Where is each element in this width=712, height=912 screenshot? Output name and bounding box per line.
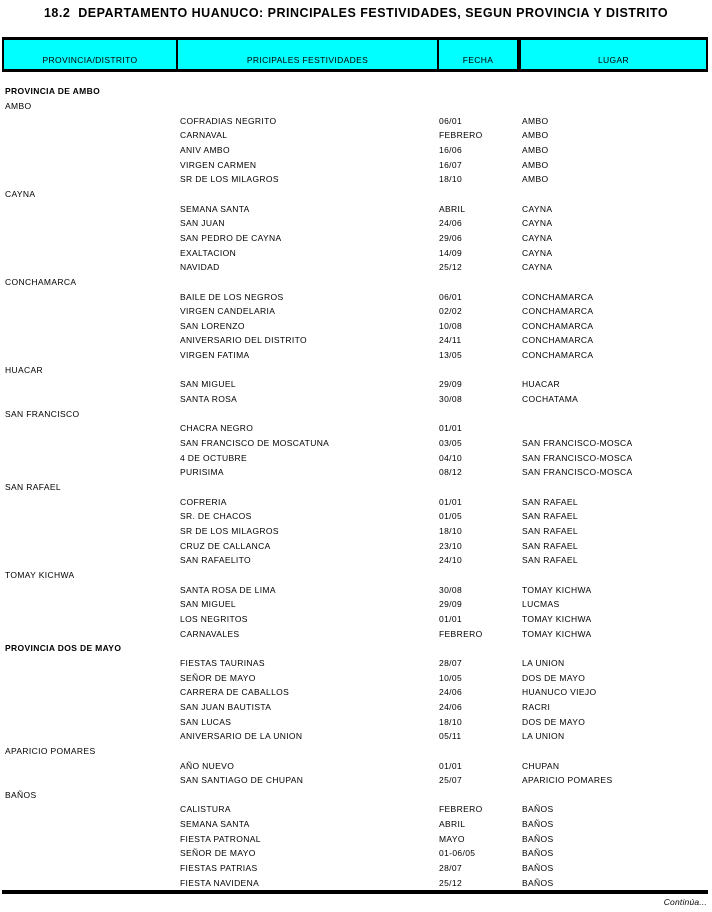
lugar-cell: AMBO [522, 115, 549, 126]
province-row [2, 641, 708, 656]
fecha-cell: FEBRERO [439, 628, 483, 639]
column-header-fecha: FECHA [439, 40, 521, 69]
festividad-cell: VIRGEN CANDELARIA [180, 306, 276, 317]
fecha-cell: 29/09 [439, 379, 463, 390]
festividad-cell: ANIVERSARIO DE LA UNION [180, 731, 303, 742]
fecha-cell: 18/10 [439, 716, 463, 727]
festival-row [2, 509, 708, 524]
column-header-lugar: LUGAR [597, 55, 630, 65]
lugar-cell: CAYNA [522, 203, 553, 214]
lugar-cell: SAN RAFAEL [522, 496, 578, 507]
lugar-cell: COCHATAMA [522, 394, 579, 405]
festividad-cell: 4 DE OCTUBRE [180, 452, 248, 463]
fecha-cell: 24/06 [439, 701, 463, 712]
lugar-cell: AMBO [522, 174, 549, 185]
lugar-cell: LA UNION [522, 657, 565, 668]
district-row [2, 480, 708, 495]
lugar-cell: BAÑOS [522, 877, 554, 888]
fecha-cell: MAYO [439, 833, 465, 844]
province-name: PROVINCIA DOS DE MAYO [5, 643, 122, 654]
district-name: TOMAY KICHWA [5, 569, 75, 580]
festival-row [2, 817, 708, 832]
festividad-cell: LOS NEGRITOS [180, 613, 248, 624]
festival-row [2, 597, 708, 612]
lugar-cell: CAYNA [522, 247, 553, 258]
district-row [2, 187, 708, 202]
festividad-cell: FIESTA PATRONAL [180, 833, 261, 844]
district-row [2, 406, 708, 421]
festividad-cell: SR. DE CHACOS [180, 511, 252, 522]
lugar-cell: CHUPAN [522, 760, 560, 771]
festival-row [2, 861, 708, 876]
district-row [2, 788, 708, 803]
lugar-cell: SAN FRANCISCO-MOSCA [522, 438, 633, 449]
lugar-cell: BAÑOS [522, 804, 554, 815]
lugar-cell: CONCHAMARCA [522, 291, 594, 302]
festividad-cell: SR DE LOS MILAGROS [180, 526, 279, 537]
district-name: CONCHAMARCA [5, 276, 77, 287]
fecha-cell: 25/12 [439, 877, 463, 888]
lugar-cell: SAN FRANCISCO-MOSCA [522, 452, 633, 463]
festival-row [2, 758, 708, 773]
fecha-cell: 25/12 [439, 262, 463, 273]
festival-row [2, 172, 708, 187]
lugar-cell: DOS DE MAYO [522, 672, 586, 683]
district-name: CAYNA [5, 188, 36, 199]
fecha-cell: FEBRERO [439, 804, 483, 815]
fecha-cell: 04/10 [439, 452, 463, 463]
table-bottom-border [2, 890, 708, 894]
district-row [2, 568, 708, 583]
lugar-cell: BAÑOS [522, 819, 554, 830]
fecha-cell: 10/08 [439, 320, 463, 331]
festividad-cell: SEMANA SANTA [180, 819, 250, 830]
fecha-cell: 01/01 [439, 760, 463, 771]
festividad-cell: COFRADIAS NEGRITO [180, 115, 277, 126]
festival-row [2, 157, 708, 172]
lugar-cell: SAN RAFAEL [522, 526, 578, 537]
lugar-cell: BAÑOS [522, 848, 554, 859]
lugar-cell: SAN RAFAEL [522, 555, 578, 566]
festival-row [2, 319, 708, 334]
festival-row [2, 875, 708, 890]
festividad-cell: ANIVERSARIO DEL DISTRITO [180, 335, 307, 346]
fecha-cell: 01/05 [439, 511, 463, 522]
festividad-cell: SAN RAFAELITO [180, 555, 251, 566]
lugar-cell: BAÑOS [522, 863, 554, 874]
district-name: HUACAR [5, 364, 43, 375]
lugar-cell: HUANUCO VIEJO [522, 687, 597, 698]
festividad-cell: CHACRA NEGRO [180, 423, 254, 434]
continua-note: Continúa... [663, 897, 707, 907]
fecha-cell: 14/09 [439, 247, 463, 258]
district-row [2, 99, 708, 114]
fecha-cell: 24/06 [439, 218, 463, 229]
festividad-cell: COFRERIA [180, 496, 227, 507]
lugar-cell: CAYNA [522, 262, 553, 273]
lugar-cell: APARICIO POMARES [522, 775, 613, 786]
fecha-cell: 01-06/05 [439, 848, 476, 859]
festividad-cell: CARNAVALES [180, 628, 240, 639]
lugar-cell: TOMAY KICHWA [522, 613, 592, 624]
festividad-cell: SR DE LOS MILAGROS [180, 174, 279, 185]
column-header-provincia-distrito: PROVINCIA/DISTRITO [4, 40, 178, 69]
district-row [2, 744, 708, 759]
fecha-cell: 10/05 [439, 672, 463, 683]
festividad-cell: SAN PEDRO DE CAYNA [180, 232, 282, 243]
festival-row [2, 524, 708, 539]
festividad-cell: EXALTACION [180, 247, 237, 258]
festival-row [2, 846, 708, 861]
festividad-cell: PURISIMA [180, 467, 224, 478]
fecha-cell: FEBRERO [439, 130, 483, 141]
festividad-cell: SAN LUCAS [180, 716, 232, 727]
festival-row [2, 245, 708, 260]
fecha-cell: 30/08 [439, 394, 463, 405]
festival-row [2, 128, 708, 143]
district-name: SAN FRANCISCO [5, 408, 80, 419]
festividad-cell: CALISTURA [180, 804, 231, 815]
fecha-cell: 24/11 [439, 335, 462, 346]
fecha-cell: 01/01 [439, 613, 463, 624]
festividad-cell: CRUZ DE CALLANCA [180, 540, 271, 551]
lugar-cell: TOMAY KICHWA [522, 628, 592, 639]
province-row [2, 84, 708, 99]
festividad-cell: SEÑOR DE MAYO [180, 848, 256, 859]
festividad-cell: SAN FRANCISCO DE MOSCATUNA [180, 438, 330, 449]
lugar-cell: SAN RAFAEL [522, 511, 578, 522]
lugar-cell: RACRI [522, 701, 551, 712]
festividad-cell: SAN JUAN [180, 218, 225, 229]
festival-row [2, 231, 708, 246]
festival-row [2, 304, 708, 319]
lugar-cell: SAN RAFAEL [522, 540, 578, 551]
festividad-cell: SANTA ROSA DE LIMA [180, 584, 276, 595]
festival-row [2, 392, 708, 407]
district-row [2, 275, 708, 290]
fecha-cell: 08/12 [439, 467, 463, 478]
festividad-cell: AÑO NUEVO [180, 760, 235, 771]
fecha-cell: 06/01 [439, 291, 463, 302]
festival-row [2, 582, 708, 597]
fecha-cell: 25/07 [439, 775, 463, 786]
festival-row [2, 289, 708, 304]
festividad-cell: CARNAVAL [180, 130, 228, 141]
fecha-cell: 30/08 [439, 584, 463, 595]
festival-row [2, 216, 708, 231]
district-row [2, 362, 708, 377]
lugar-cell: AMBO [522, 130, 549, 141]
festividad-cell: SAN MIGUEL [180, 599, 236, 610]
festival-row [2, 465, 708, 480]
fecha-cell: 28/07 [439, 863, 463, 874]
festival-row [2, 773, 708, 788]
lugar-cell: CAYNA [522, 218, 553, 229]
festividad-cell: SAN LORENZO [180, 320, 245, 331]
festividad-cell: SAN SANTIAGO DE CHUPAN [180, 775, 304, 786]
fecha-cell: 05/11 [439, 731, 462, 742]
festival-row [2, 436, 708, 451]
festividad-cell: SEMANA SANTA [180, 203, 250, 214]
district-name: BAÑOS [5, 789, 37, 800]
district-name: SAN RAFAEL [5, 482, 61, 493]
festividad-cell: NAVIDAD [180, 262, 220, 273]
festividad-cell: SANTA ROSA [180, 394, 238, 405]
festival-row [2, 377, 708, 392]
fecha-cell: 29/06 [439, 232, 463, 243]
lugar-cell: LUCMAS [522, 599, 560, 610]
festival-row [2, 143, 708, 158]
festival-row [2, 260, 708, 275]
fecha-cell: 18/10 [439, 174, 463, 185]
festividad-cell: FIESTA NAVIDENA [180, 877, 260, 888]
lugar-cell: CONCHAMARCA [522, 335, 594, 346]
festividad-cell: SAN MIGUEL [180, 379, 236, 390]
festival-row [2, 700, 708, 715]
festividad-cell: SAN JUAN BAUTISTA [180, 701, 272, 712]
festival-row [2, 656, 708, 671]
province-name: PROVINCIA DE AMBO [5, 86, 101, 97]
fecha-cell: 13/05 [439, 350, 463, 361]
festividad-cell: ANIV AMBO [180, 144, 230, 155]
fecha-cell: 03/05 [439, 438, 463, 449]
fecha-cell: 16/06 [439, 144, 463, 155]
page-title: 18.2 DEPARTAMENTO HUANUCO: PRINCIPALES FESTIVIDADES, SEGUN PROVINCIA Y DISTRITO [43, 6, 669, 20]
fecha-cell: 18/10 [439, 526, 463, 537]
fecha-cell: ABRIL [439, 819, 466, 830]
lugar-cell: SAN FRANCISCO-MOSCA [522, 467, 633, 478]
fecha-cell: 28/07 [439, 657, 463, 668]
fecha-cell: 24/10 [439, 555, 463, 566]
festival-row [2, 553, 708, 568]
fecha-cell: 29/09 [439, 599, 463, 610]
lugar-cell: CONCHAMARCA [522, 350, 594, 361]
fecha-cell: 24/06 [439, 687, 463, 698]
column-header-principales-festividades: PRICIPALES FESTIVIDADES [178, 40, 439, 69]
fecha-cell: 23/10 [439, 540, 463, 551]
lugar-cell: CONCHAMARCA [522, 320, 594, 331]
table-header [2, 37, 708, 72]
festival-row [2, 802, 708, 817]
festividad-cell: SEÑOR DE MAYO [180, 672, 256, 683]
lugar-cell: TOMAY KICHWA [522, 584, 592, 595]
lugar-cell: HUACAR [522, 379, 560, 390]
lugar-cell: AMBO [522, 144, 549, 155]
festival-row [2, 494, 708, 509]
festival-row [2, 113, 708, 128]
festival-row [2, 685, 708, 700]
lugar-cell: DOS DE MAYO [522, 716, 586, 727]
fecha-cell: ABRIL [439, 203, 466, 214]
festival-row [2, 201, 708, 216]
festival-row [2, 450, 708, 465]
festival-row [2, 729, 708, 744]
festival-row [2, 612, 708, 627]
festival-row [2, 333, 708, 348]
district-name: AMBO [5, 100, 32, 111]
fecha-cell: 06/01 [439, 115, 463, 126]
festival-row [2, 538, 708, 553]
fecha-cell: 02/02 [439, 306, 463, 317]
lugar-cell: CONCHAMARCA [522, 306, 594, 317]
festividad-cell: FIESTAS PATRIAS [180, 863, 258, 874]
festival-row [2, 348, 708, 363]
fecha-cell: 01/01 [439, 423, 463, 434]
lugar-cell: AMBO [522, 159, 549, 170]
festival-row [2, 421, 708, 436]
festival-row [2, 831, 708, 846]
festival-row [2, 670, 708, 685]
festival-row [2, 626, 708, 641]
fecha-cell: 01/01 [439, 496, 463, 507]
district-name: APARICIO POMARES [5, 745, 96, 756]
festividad-cell: VIRGEN FATIMA [180, 350, 250, 361]
festividad-cell: VIRGEN CARMEN [180, 159, 257, 170]
lugar-cell: LA UNION [522, 731, 565, 742]
table-body [2, 84, 708, 890]
festividad-cell: CARRERA DE CABALLOS [180, 687, 290, 698]
festividad-cell: BAILE DE LOS NEGROS [180, 291, 284, 302]
fecha-cell: 16/07 [439, 159, 463, 170]
festival-row [2, 714, 708, 729]
festividad-cell: FIESTAS TAURINAS [180, 657, 265, 668]
lugar-cell: CAYNA [522, 232, 553, 243]
lugar-cell: BAÑOS [522, 833, 554, 844]
